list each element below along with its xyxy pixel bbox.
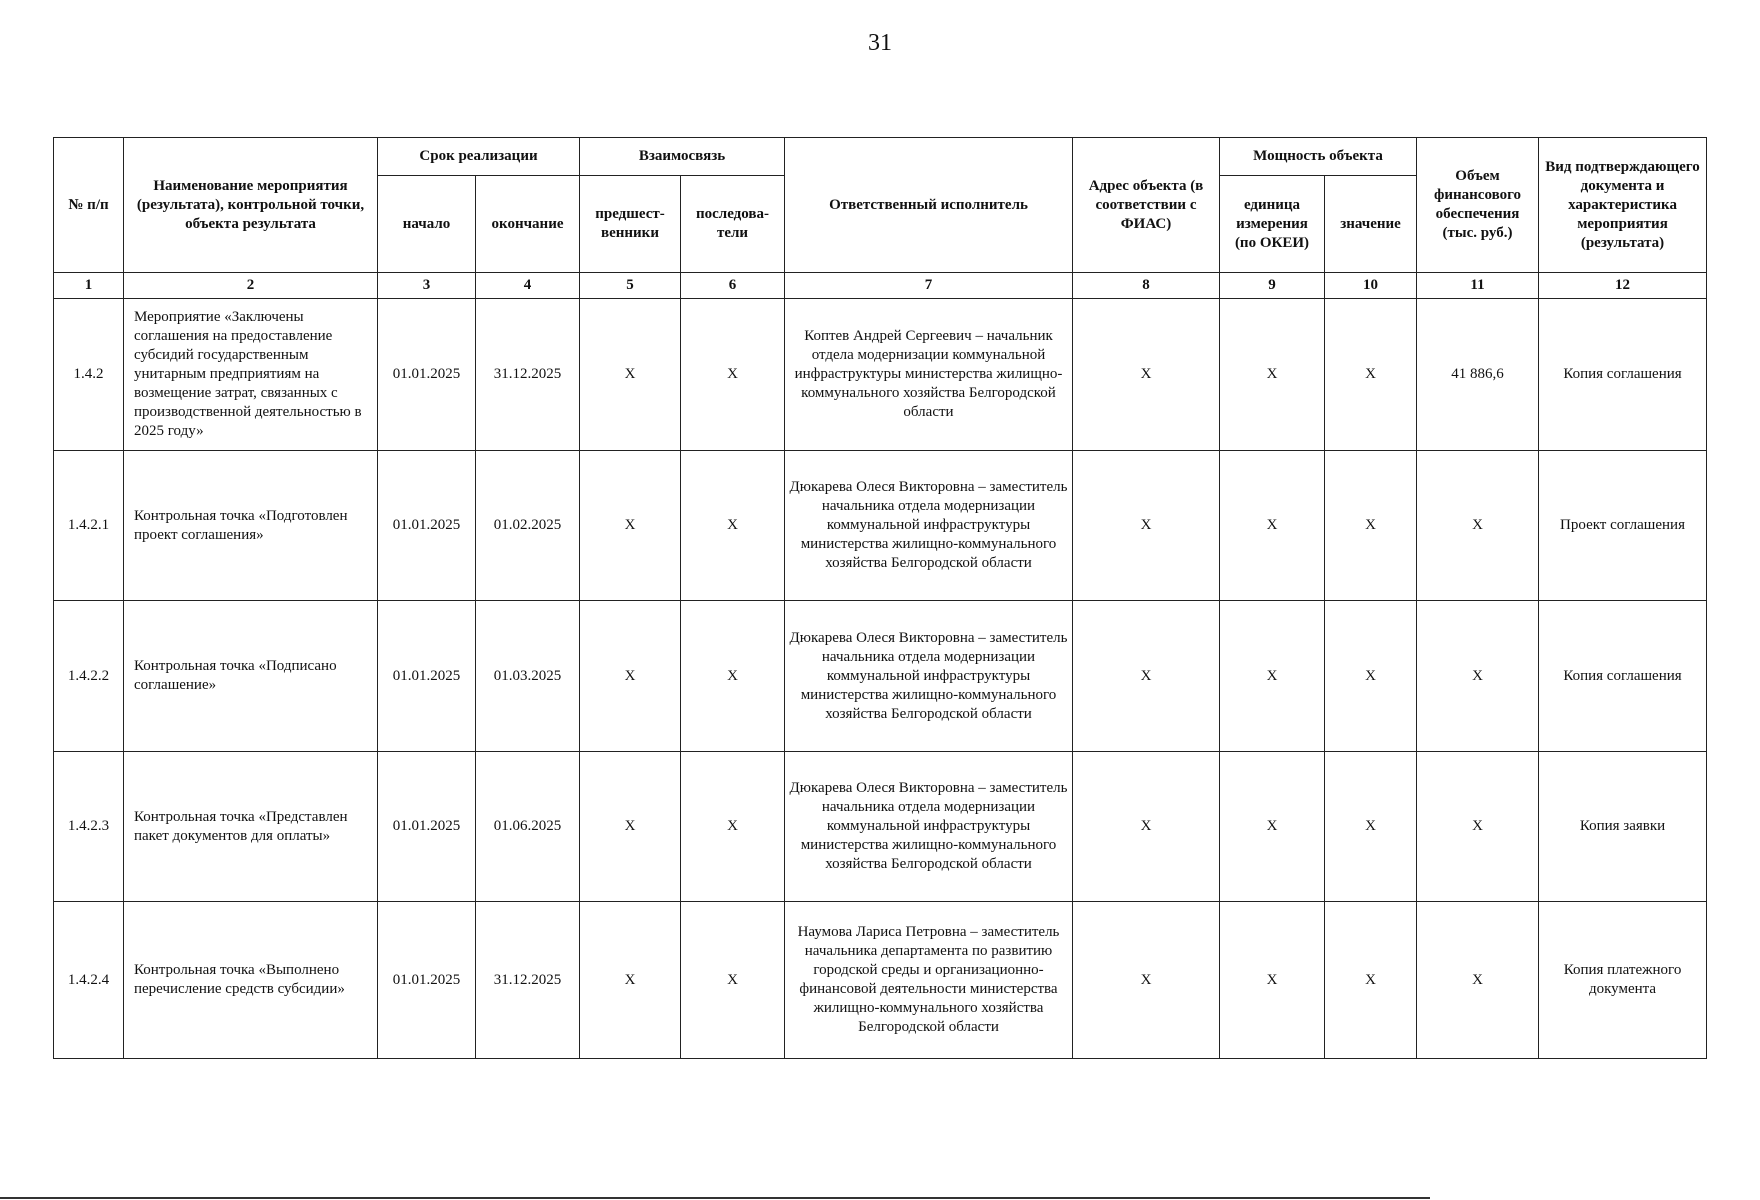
row-end: 01.06.2025 [476, 752, 580, 902]
header-name: Наименование мероприятия (результата), контрольной точки, объекта результата [124, 138, 378, 273]
header-succ: последова-тели [681, 176, 785, 273]
table-row [54, 752, 1707, 902]
row-responsible: Коптев Андрей Сергеевич – начальник отдела модернизации коммунальной инфраструктуры министерства жилищно-коммунального хозяйства Белгородской области [785, 299, 1073, 451]
row-doc: Копия заявки [1539, 752, 1707, 902]
row-pred: Х [580, 299, 681, 451]
row-unit: Х [1220, 752, 1325, 902]
column-number: 11 [1417, 273, 1539, 299]
row-start: 01.01.2025 [378, 752, 476, 902]
row-end: 01.03.2025 [476, 601, 580, 752]
row-name: Мероприятие «Заключены соглашения на предоставление субсидий государственным унитарным предприятиям на возмещение затрат, связанных с производственной деятельностью в 2025 году» [124, 299, 378, 451]
row-address: Х [1073, 601, 1220, 752]
row-value: Х [1325, 601, 1417, 752]
column-number: 1 [54, 273, 124, 299]
row-address: Х [1073, 451, 1220, 601]
table-row [54, 902, 1707, 1059]
header-responsible: Ответственный исполнитель [785, 138, 1073, 273]
header-end: окончание [476, 176, 580, 273]
row-succ: Х [681, 902, 785, 1059]
row-finance: Х [1417, 752, 1539, 902]
column-number: 3 [378, 273, 476, 299]
table-row [54, 451, 1707, 601]
row-name: Контрольная точка «Подготовлен проект соглашения» [124, 451, 378, 601]
row-start: 01.01.2025 [378, 902, 476, 1059]
header-period-group: Срок реализации [378, 138, 580, 176]
header-value: значение [1325, 176, 1417, 273]
row-num: 1.4.2 [54, 299, 124, 451]
row-name: Контрольная точка «Представлен пакет документов для оплаты» [124, 752, 378, 902]
row-value: Х [1325, 299, 1417, 451]
row-unit: Х [1220, 451, 1325, 601]
row-responsible: Дюкарева Олеся Викторовна – заместитель начальника отдела модернизации коммунальной инфраструктуры министерства жилищно-коммунального хозяйства Белгородской области [785, 752, 1073, 902]
row-end: 31.12.2025 [476, 299, 580, 451]
header-capacity-group: Мощность объекта [1220, 138, 1417, 176]
table-row [54, 601, 1707, 752]
row-succ: Х [681, 451, 785, 601]
row-responsible: Наумова Лариса Петровна – заместитель начальника департамента по развитию городской среды и организационно-финансовой деятельности министерства жилищно-коммунального хозяйства Белгородской области [785, 902, 1073, 1059]
row-pred: Х [580, 752, 681, 902]
row-finance: Х [1417, 601, 1539, 752]
column-number: 4 [476, 273, 580, 299]
plan-table [53, 137, 1707, 1059]
row-start: 01.01.2025 [378, 451, 476, 601]
header-address: Адрес объекта (в соответствии с ФИАС) [1073, 138, 1220, 273]
row-responsible: Дюкарева Олеся Викторовна – заместитель начальника отдела модернизации коммунальной инфраструктуры министерства жилищно-коммунального хозяйства Белгородской области [785, 451, 1073, 601]
row-pred: Х [580, 601, 681, 752]
row-finance: Х [1417, 902, 1539, 1059]
row-name: Контрольная точка «Подписано соглашение» [124, 601, 378, 752]
row-succ: Х [681, 299, 785, 451]
column-number: 10 [1325, 273, 1417, 299]
row-unit: Х [1220, 902, 1325, 1059]
column-number: 7 [785, 273, 1073, 299]
column-number: 12 [1539, 273, 1707, 299]
row-pred: Х [580, 902, 681, 1059]
bottom-rule [0, 1197, 1430, 1199]
row-value: Х [1325, 752, 1417, 902]
row-doc: Копия платежного документа [1539, 902, 1707, 1059]
header-finance: Объем финансового обеспечения (тыс. руб.) [1417, 138, 1539, 273]
row-num: 1.4.2.3 [54, 752, 124, 902]
row-doc: Копия соглашения [1539, 601, 1707, 752]
column-number-row [54, 273, 1707, 299]
column-number: 5 [580, 273, 681, 299]
row-num: 1.4.2.4 [54, 902, 124, 1059]
column-number: 8 [1073, 273, 1220, 299]
row-succ: Х [681, 601, 785, 752]
row-start: 01.01.2025 [378, 299, 476, 451]
column-number: 2 [124, 273, 378, 299]
row-value: Х [1325, 451, 1417, 601]
row-pred: Х [580, 451, 681, 601]
header-unit: единица измерения (по ОКЕИ) [1220, 176, 1325, 273]
row-succ: Х [681, 752, 785, 902]
row-address: Х [1073, 902, 1220, 1059]
row-end: 31.12.2025 [476, 902, 580, 1059]
row-responsible: Дюкарева Олеся Викторовна – заместитель начальника отдела модернизации коммунальной инфраструктуры министерства жилищно-коммунального хозяйства Белгородской области [785, 601, 1073, 752]
row-num: 1.4.2.1 [54, 451, 124, 601]
row-start: 01.01.2025 [378, 601, 476, 752]
column-number: 9 [1220, 273, 1325, 299]
row-end: 01.02.2025 [476, 451, 580, 601]
column-number: 6 [681, 273, 785, 299]
row-address: Х [1073, 299, 1220, 451]
table-row [54, 299, 1707, 451]
page-number: 31 [868, 30, 892, 56]
row-doc: Копия соглашения [1539, 299, 1707, 451]
row-finance: 41 886,6 [1417, 299, 1539, 451]
header-start: начало [378, 176, 476, 273]
row-num: 1.4.2.2 [54, 601, 124, 752]
row-finance: Х [1417, 451, 1539, 601]
header-doc: Вид подтверждающего документа и характеристика мероприятия (результата) [1539, 138, 1707, 273]
header-link-group: Взаимосвязь [580, 138, 785, 176]
header-pred: предшест-венники [580, 176, 681, 273]
row-name: Контрольная точка «Выполнено перечисление средств субсидии» [124, 902, 378, 1059]
row-doc: Проект соглашения [1539, 451, 1707, 601]
row-address: Х [1073, 752, 1220, 902]
header-num: № п/п [54, 138, 124, 273]
row-unit: Х [1220, 299, 1325, 451]
row-unit: Х [1220, 601, 1325, 752]
row-value: Х [1325, 902, 1417, 1059]
